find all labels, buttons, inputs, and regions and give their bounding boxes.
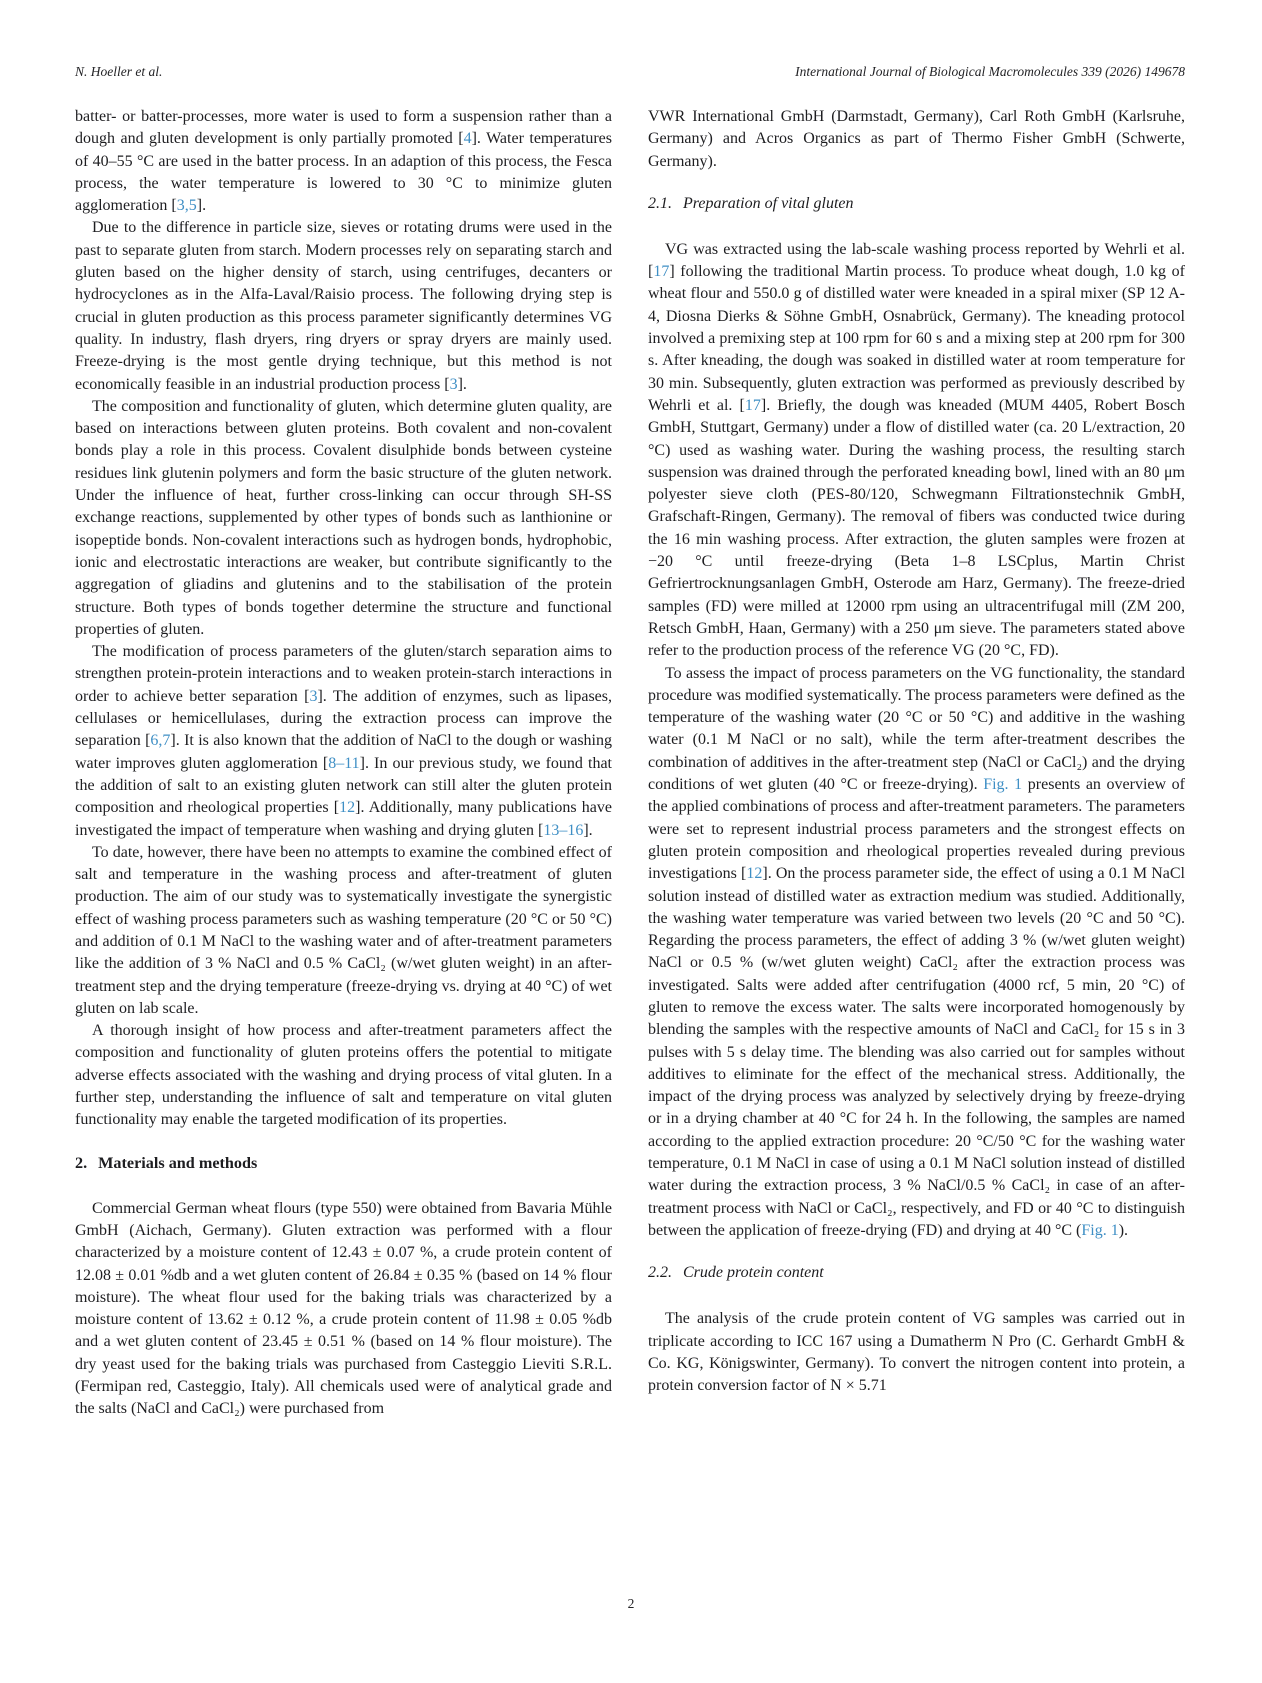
paragraph xyxy=(75,1020,612,1131)
text-run: ]. xyxy=(457,375,467,393)
article-body xyxy=(75,106,1185,1584)
citation-link[interactable]: 17 xyxy=(653,263,670,281)
running-head xyxy=(75,64,1185,80)
right-column xyxy=(648,106,1185,1584)
citation-link[interactable]: 3 xyxy=(309,687,318,705)
figure-link[interactable]: Fig. 1 xyxy=(983,776,1023,794)
heading-number: 2.2. xyxy=(648,1264,672,1282)
citation-link[interactable]: 8–11 xyxy=(328,754,360,772)
text-run: ]. Additionally, many publications have investigated the impact of temperature when washing and drying gluten [ xyxy=(75,799,613,839)
page-footer xyxy=(0,1596,1262,1612)
citation-link[interactable]: 13–16 xyxy=(543,821,584,839)
text-run: batter- or batter-processes, more water is used to form a suspension rather than a dough and gluten development is only partially promoted [ xyxy=(75,108,612,148)
text-run: ]. It is also known that the addition of NaCl to the dough or washing water improves gluten agglomeration [ xyxy=(75,732,613,772)
paragraph xyxy=(648,1308,1185,1397)
page-number: 2 xyxy=(627,1596,635,1611)
text-run: ]. xyxy=(196,197,207,215)
subsection-heading xyxy=(648,193,1185,215)
heading-number: 2. xyxy=(75,1153,88,1172)
section-heading xyxy=(75,1152,612,1174)
text-run: VG was extracted using the lab-scale washing process reported by Wehrli et al. [ xyxy=(648,240,1185,281)
paragraph xyxy=(648,663,1185,1243)
text-run: The composition and functionality of gluten, which determine gluten quality, are based on interactions between gluten proteins. Both covalent and non-covalent bonds play a role in this process. Covalent disulphide bonds between cysteine residues link glutenin polymers and form the basic structure of the gluten network. Under the influence of heat, further cross-linking can occur through SH-SS exchange reactions, supplemented by other types of bonds such as lanthionine or isopeptide bonds. Non-covalent interactions such as hydrogen bonds, hydrophobic, ionic and electrostatic interactions are weaker, but contribute significantly to the aggregation of gliadins and glutenins and to the stabilisation of the protein structure. Both types of bonds together determine the structure and functional properties of gluten. xyxy=(75,397,612,638)
heading-text: Materials and methods xyxy=(98,1153,258,1172)
text-run: ]. xyxy=(583,821,593,839)
citation-link[interactable]: 12 xyxy=(339,799,356,817)
text-run: ]. Water temperatures of 40–55 °C are used in the batter process. In an adaption of this process, the Fesca process, the water temperature is lowered to 30 °C to minimize gluten agglomeration [ xyxy=(75,130,612,215)
citation-link[interactable]: 6,7 xyxy=(150,732,171,750)
citation-link[interactable]: 3,5 xyxy=(176,197,197,215)
citation-link[interactable]: 3 xyxy=(449,375,458,393)
text-run: VWR International GmbH (Darmstadt, Germany), Carl Roth GmbH (Karlsruhe, Germany) and Acros Organics as part of Thermo Fisher GmbH (Schwerte, Germany). xyxy=(648,108,1185,170)
subsection-heading xyxy=(648,1262,1185,1284)
paragraph xyxy=(75,641,612,842)
running-head-journal: International Journal of Biological Macromolecules 339 (2026) 149678 xyxy=(795,64,1185,79)
paragraph xyxy=(75,842,612,1020)
citation-link[interactable]: 12 xyxy=(746,865,763,883)
text-run: A thorough insight of how process and after-treatment parameters affect the composition and functionality of gluten proteins offers the potential to mitigate adverse effects associated with the washing and drying process of vital gluten. In a further step, understanding the influence of salt and temperature on vital gluten functionality may enable the targeted modification of its properties. xyxy=(75,1022,612,1129)
heading-text: Crude protein content xyxy=(683,1264,824,1282)
running-head-authors: N. Hoeller et al. xyxy=(75,64,163,79)
text-run: ]. The addition of enzymes, such as lipases, cellulases or hemicellulases, during the extraction process can improve the separation [ xyxy=(75,687,612,750)
paragraph xyxy=(75,1198,612,1421)
text-run: ). xyxy=(1118,1221,1129,1239)
heading-number: 2.1. xyxy=(648,194,672,212)
left-column xyxy=(75,106,612,1584)
text-run: ]. In our previous study, we found that the addition of salt to an existing gluten network can still alter the gluten protein composition and rheological properties [ xyxy=(75,754,613,817)
text-run: ]. On the process parameter side, the effect of using a 0.1 M NaCl solution instead of distilled water as extraction medium was studied. Additionally, the washing water temperature was varied between two levels (20 °C and 50 °C). Regarding the process parameters, the effect of adding 3 % (w/wet gluten weight) NaCl or 0.5 % (w/wet gluten weight) CaCl₂ after the extraction process was investigated. Salts were added after centrifugation (4000 rcf, 5 min, 20 °C) of gluten to remove the excess water. The salts were incorporated homogenously by blending the samples with the respective amounts of NaCl and CaCl₂ for 15 s in 3 pulses with 5 s delay time. The blending was also carried out for samples without additives to eliminate for the effect of the mechanical stress. Additionally, the impact of the drying process was analyzed by selectively drying by freeze-drying or in a drying chamber at 40 °C for 24 h. In the following, the samples are named according to the applied extraction procedure: 20 °C/50 °C for the washing water temperature, 0.1 M NaCl in case of using a 0.1 M NaCl solution instead of distilled water during the extraction process, 3 % NaCl/0.5 % CaCl₂ in case of an after-treatment process with NaCl or CaCl₂, respectively, and FD or 40 °C to distinguish between the application of freeze-drying (FD) and drying at 40 °C ( xyxy=(648,865,1185,1239)
heading-text: Preparation of vital gluten xyxy=(683,194,854,212)
text-run: The modification of process parameters of the gluten/starch separation aims to strengthen protein-protein interactions and to weaken protein-starch interactions in order to achieve better separation [ xyxy=(75,643,612,705)
paragraph xyxy=(75,217,612,395)
text-run: presents an overview of the applied combinations of process and after-treatment parameters. The parameters were set to represent industrial process parameters and the strongest effects on gluten protein composition and rheological properties revealed during previous investigations [ xyxy=(648,776,1185,883)
text-run: Commercial German wheat flours (type 550) were obtained from Bavaria Mühle GmbH (Aichach, Germany). Gluten extraction was performed with a flour characterized by a moisture content of 12.43 ± 0.07 %, a crude protein content of 12.08 ± 0.01 %db and a wet gluten content of 26.84 ± 0.35 % (based on 14 % flour moisture). The wheat flour used for the baking trials was characterized by a moisture content of 13.62 ± 0.12 %, a crude protein content of 11.98 ± 0.05 %db and a wet gluten content of 23.45 ± 0.51 % (based on 14 % flour moisture). The dry yeast used for the baking trials was purchased from Casteggio Lieviti S.R.L. (Fermipan red, Casteggio, Italy). All chemicals used were of analytical grade and the salts (NaCl and CaCl₂) were purchased from xyxy=(75,1199,612,1418)
paragraph xyxy=(75,396,612,641)
text-run: ]. Briefly, the dough was kneaded (MUM 4405, Robert Bosch GmbH, Stuttgart, Germany) under a flow of distilled water (ca. 20 L/extraction, 20 °C) used as washing water. During the washing process, the resulting starch suspension was drained through the perforated kneading bowl, lined with an 80 μm polyester sieve cloth (PES-80/120, Schwegmann Filtrationstechnik GmbH, Grafschaft-Ringen, Germany). The removal of fibers was conducted twice during the 16 min washing process. After extraction, the gluten samples were frozen at −20 °C until freeze-drying (Beta 1–8 LSCplus, Martin Christ Gefriertrocknungsanlagen GmbH, Osterode am Harz, Germany). The freeze-dried samples (FD) were milled at 12000 rpm using an ultracentrifugal mill (ZM 200, Retsch GmbH, Haan, Germany) with a 250 μm sieve. The parameters stated above refer to the production process of the reference VG (20 °C, FD). xyxy=(648,396,1185,660)
paragraph xyxy=(648,239,1185,663)
text-run: The analysis of the crude protein content of VG samples was carried out in triplicate according to ICC 167 using a Dumatherm N Pro (C. Gerhardt GmbH & Co. KG, Königswinter, Germany). To convert the nitrogen content into protein, a protein conversion factor of N × 5.71 xyxy=(648,1310,1185,1395)
citation-link[interactable]: 17 xyxy=(744,396,761,414)
text-run: Due to the difference in particle size, sieves or rotating drums were used in the past to separate gluten from starch. Modern processes rely on separating starch and gluten based on the higher density of starch, using centrifuges, decanters or hydrocyclones as in the Alfa-Laval/Raisio process. The following drying step is crucial in gluten production as this process parameter significantly determines VG quality. In industry, flash dryers, ring dryers or spray dryers are mainly used. Freeze-drying is the most gentle drying technique, but this method is not economically feasible in an industrial production process [ xyxy=(75,219,612,393)
text-run: To date, however, there have been no attempts to examine the combined effect of salt and temperature in the washing process and after-treatment of gluten production. The aim of our study was to systematically investigate the synergistic effect of washing process parameters such as washing temperature (20 °C or 50 °C) and addition of 0.1 M NaCl to the washing water and of after-treatment parameters like the addition of 3 % NaCl and 0.5 % CaCl₂ (w/wet gluten weight) in an after-treatment step and the drying temperature (freeze-drying vs. drying at 40 °C) of wet gluten on lab scale. xyxy=(75,843,612,1017)
citation-link[interactable]: 4 xyxy=(463,130,472,148)
figure-link[interactable]: Fig. 1 xyxy=(1081,1221,1119,1239)
text-run: To assess the impact of process parameters on the VG functionality, the standard procedure was modified systematically. The process parameters were defined as the temperature of the washing water (20 °C or 50 °C) and additive in the washing water (0.1 M NaCl or no salt), while the term after-treatment describes the combination of additives in the after-treatment step (NaCl or CaCl₂) and the drying conditions of wet gluten (40 °C or freeze-drying). xyxy=(648,664,1185,794)
paragraph xyxy=(75,106,612,217)
text-run: ] following the traditional Martin process. To produce wheat dough, 1.0 kg of wheat flour and 550.0 g of distilled water were kneaded in a spiral mixer (SP 12 A-4, Diosna Dierks & Söhne GmbH, Osnabrück, Germany). The kneading protocol involved a premixing step at 100 rpm for 60 s and a mixing step at 200 rpm for 300 s. After kneading, the dough was soaked in distilled water at room temperature for 30 min. Subsequently, gluten extraction was performed as previously described by Wehrli et al. [ xyxy=(648,263,1185,414)
paragraph xyxy=(648,106,1185,173)
